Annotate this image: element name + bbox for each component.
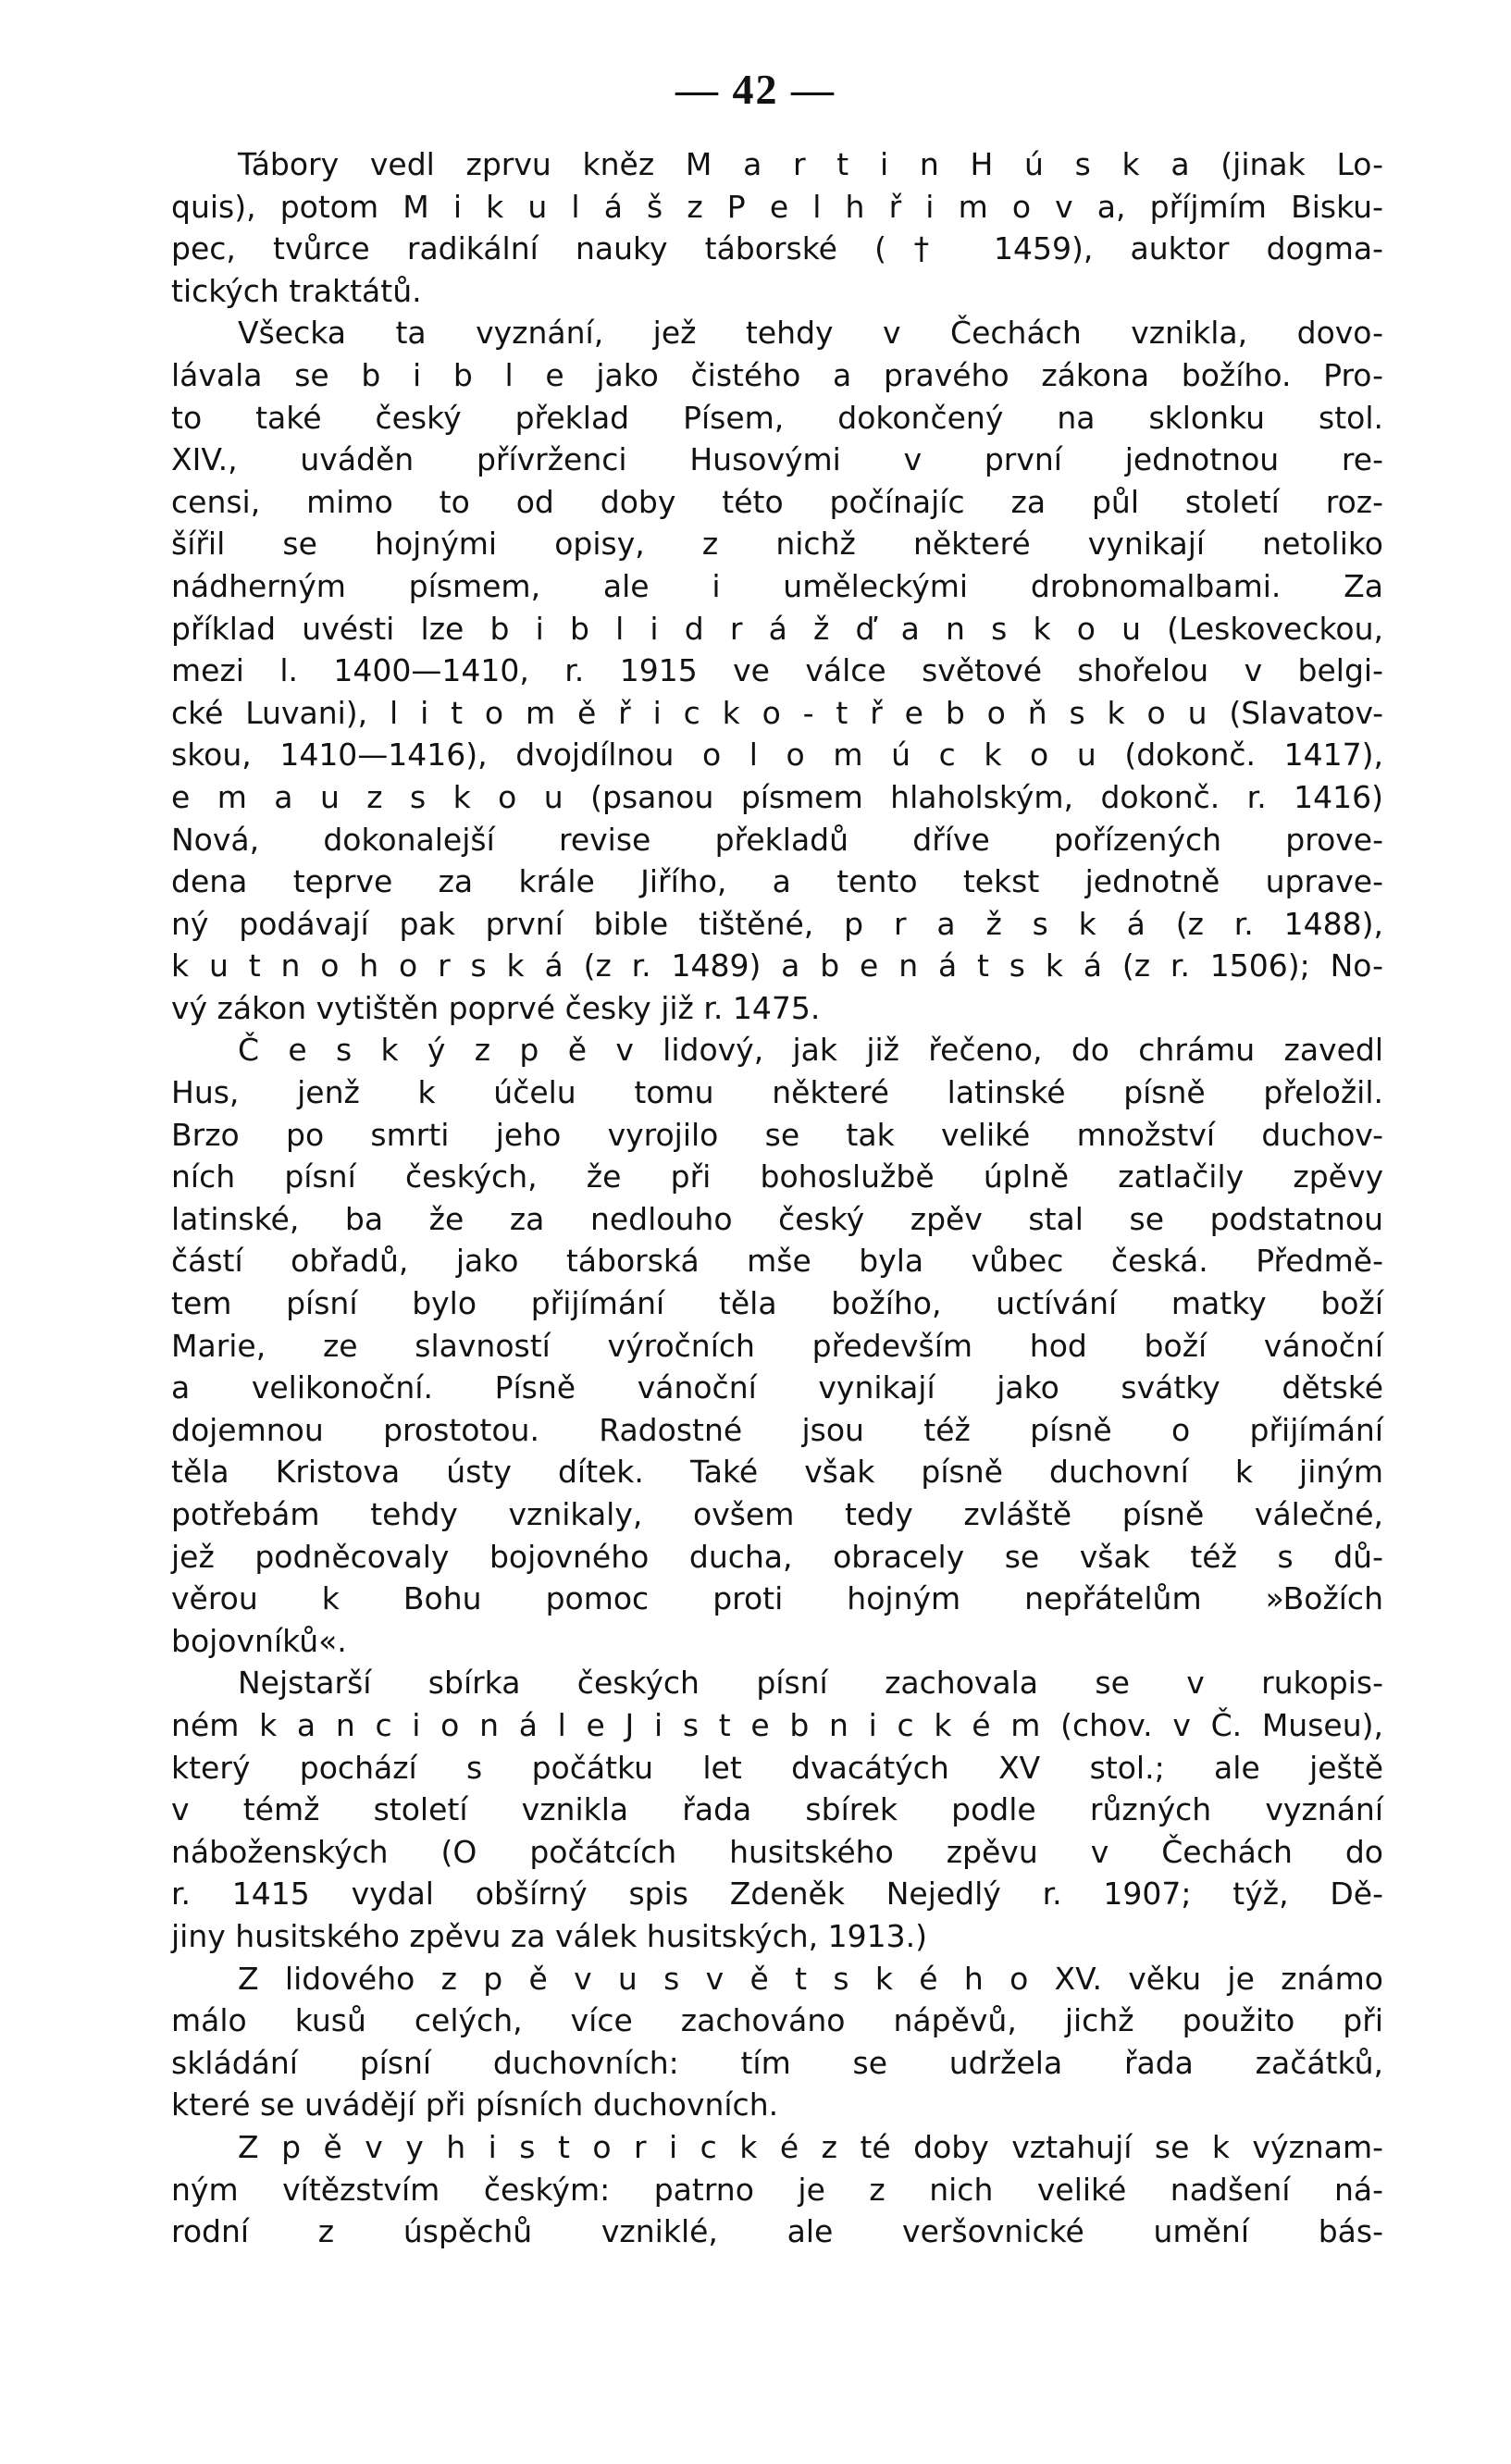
text-line: který pochází s počátku let dvacátých XV stol.; ale ještě	[171, 1749, 1383, 1786]
text-line: tem písní bylo přijímání těla božího, uctívání matky boží	[171, 1285, 1383, 1322]
text-line: ným vítězstvím českým: patrno je z nich veliké nadšení ná-	[171, 2171, 1383, 2208]
text-line: jež podněcovaly bojovného ducha, obracely se však též s dů-	[171, 1538, 1383, 1575]
text-line: šířil se hojnými opisy, z nichž některé vynikají netoliko	[171, 526, 1383, 563]
text-line: censi, mimo to od doby této počínajíc za půl století roz-	[171, 483, 1383, 520]
text-line: skládání písní duchovních: tím se udržela řada začátků,	[171, 2044, 1383, 2081]
body-text	[171, 143, 1383, 2253]
text-line: které se uvádějí při písních duchovních.	[171, 2086, 779, 2123]
text-line: částí obřadů, jako táborská mše byla vůbec česká. Předmě-	[171, 1243, 1383, 1280]
text-line: dena teprve za krále Jiřího, a tento tekst jednotně uprave-	[171, 863, 1383, 900]
text-line: Hus, jenž k účelu tomu některé latinské písně přeložil.	[171, 1074, 1383, 1111]
text-line: rodní z úspěchů vzniklé, ale veršovnické umění bás-	[171, 2213, 1383, 2250]
text-line: těla Kristova ústy dítek. Také však písně duchovní k jiným	[171, 1454, 1383, 1491]
text-line: e m a u z s k o u (psanou písmem hlaholským, dokonč. r. 1416)	[171, 778, 1383, 815]
text-line: Z lidového z p ě v u s v ě t s k é h o XV. věku je známo	[238, 1960, 1383, 1997]
text-line: Č e s k ý z p ě v lidový, jak již řečeno, do chrámu zavedl	[238, 1032, 1383, 1069]
text-line: dojemnou prostotou. Radostné jsou též písně o přijímání	[171, 1411, 1383, 1448]
text-line: lávala se b i b l e jako čistého a pravého zákona božího. Pro-	[171, 356, 1383, 393]
text-line: jiny husitského zpěvu za válek husitských, 1913.)	[171, 1917, 927, 1954]
text-line: náboženských (O počátcích husitského zpěvu v Čechách do	[171, 1833, 1383, 1870]
text-line: ném k a n c i o n á l e J i s t e b n i c k é m (chov. v Č. Museu),	[171, 1706, 1383, 1743]
text-line: Nejstarší sbírka českých písní zachovala se v rukopis-	[238, 1665, 1383, 1702]
text-line: k u t n o h o r s k á (z r. 1489) a b e n á t s k á (z r. 1506); No-	[171, 947, 1383, 984]
text-line: vý zákon vytištěn poprvé česky již r. 1475.	[171, 989, 821, 1026]
text-line: skou, 1410—1416), dvojdílnou o l o m ú c k o u (dokonč. 1417),	[171, 737, 1383, 774]
text-line: ních písní českých, že při bohoslužbě úplně zatlačily zpěvy	[171, 1158, 1383, 1195]
text-line: Marie, ze slavností výročních především hod boží vánoční	[171, 1327, 1383, 1364]
text-line: a velikonoční. Písně vánoční vynikají jako svátky dětské	[171, 1369, 1383, 1406]
text-line: bojovníků«.	[171, 1622, 347, 1659]
text-line: příklad uvésti lze b i b l i d r á ž ď a n s k o u (Leskoveckou,	[171, 610, 1383, 647]
text-line: pec, tvůrce radikální nauky táborské († 1459), auktor dogma-	[171, 230, 1383, 267]
text-line: Tábory vedl zprvu kněz M a r t i n H ú s k a (jinak Lo-	[238, 146, 1383, 182]
text-line: Nová, dokonalejší revise překladů dříve pořízených prove-	[171, 821, 1383, 858]
text-line: Všecka ta vyznání, jež tehdy v Čechách vznikla, dovo-	[238, 315, 1383, 352]
text-line: r. 1415 vydal obšírný spis Zdeněk Nejedlý r. 1907; týž, Dě-	[171, 1876, 1383, 1913]
text-line: XIV., uváděn přívrženci Husovými v první jednotnou re-	[171, 441, 1383, 478]
text-line: tických traktátů.	[171, 272, 422, 309]
text-line: Brzo po smrti jeho vyrojilo se tak veliké množství duchov-	[171, 1116, 1383, 1153]
text-line: nádherným písmem, ale i uměleckými drobnomalbami. Za	[171, 567, 1383, 604]
text-line: to také český překlad Písem, dokončený na sklonku stol.	[171, 399, 1383, 436]
text-line: Z p ě v y h i s t o r i c k é z té doby vztahují se k význam-	[238, 2128, 1383, 2165]
text-line: věrou k Bohu pomoc proti hojným nepřátelům »Božích	[171, 1580, 1383, 1617]
page-number: — 42 —	[675, 66, 836, 113]
text-line: latinské, ba že za nedlouho český zpěv stal se podstatnou	[171, 1200, 1383, 1237]
text-line: málo kusů celých, více zachováno nápěvů, jichž použito při	[171, 2002, 1383, 2039]
text-line: v témž století vznikla řada sbírek podle různých vyznání	[171, 1791, 1383, 1828]
text-line: mezi l. 1400—1410, r. 1915 ve válce světové shořelou v belgi-	[171, 652, 1383, 689]
text-line: potřebám tehdy vznikaly, ovšem tedy zvláště písně válečné,	[171, 1496, 1383, 1532]
text-line: cké Luvani), l i t o m ě ř i c k o - t ř e b o ň s k o u (Slavatov-	[171, 694, 1383, 731]
text-line: quis), potom M i k u l á š z P e l h ř i m o v a, příjmím Bisku-	[171, 188, 1383, 225]
text-line: ný podávají pak první bible tištěné, p r a ž s k á (z r. 1488),	[171, 905, 1383, 942]
